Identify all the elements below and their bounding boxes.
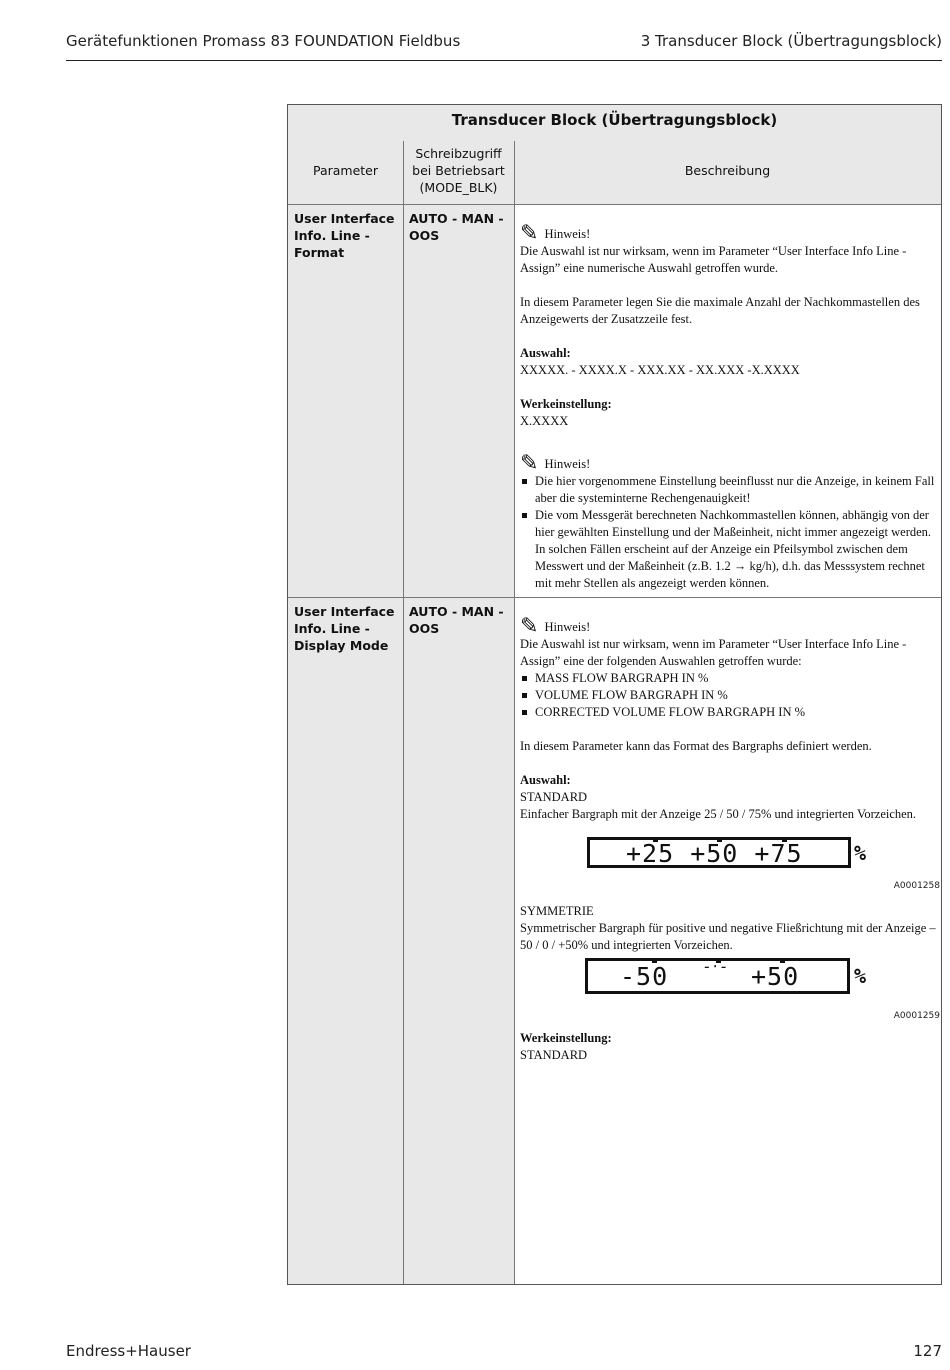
row2-description: ✎ Hinweis! Die Auswahl ist nur wirksam, wenn im Parameter “User Interface Info Line - Assign” eine der folgenden Auswahlen getroffen wurde: MASS FLOW BARGRAPH IN % VOLUME FLOW BARGRAPH IN % CORRECTED VOLUME FLOW BARGRAPH IN % In diesem Parameter kann das Format des Bargraphs definiert werden. Auswahl: STANDARD Einfacher Bargraph mit der Anzeige 25 / 50 / 75% und integrierten Vorzeichen. +25 +50 +75 % A0001258 SYMMETRIE Symmetrischer Bargraph für positive und negative Fließrichtung mit der Anzeige –50 / 0 / +50% und integrierten Vorzeichen. -50 -‧- +50 % A0001259 Werkeinstellung: STANDARD	[520, 613, 940, 1062]
row1-parameter: User Interface Info. Line - Format	[294, 211, 395, 260]
running-header-left: Gerätefunktionen Promass 83 FOUNDATION Fieldbus	[66, 32, 461, 50]
row1-description: ✎ Hinweis! Die Auswahl ist nur wirksam, wenn im Parameter “User Interface Info Line - Assign” eine numerische Auswahl getroffen wurde. In diesem Parameter legen Sie die maximale Anzahl der Nachkommastellen des Anzeigewerts der Zusatzzeile fest. Auswahl: XXXXX. - XXXX.X - XXX.XX - XX.XXX -X.XXXX Werkeinstellung: X.XXXX ✎ Hinweis! Die hier vorgenommene Einstellung beeinflusst nur die Anzeige, in keinem Fall aber die systeminterne Rechengenauigkeit! Die vom Messgerät berechneten Nachkommastellen können, abhängig von der hier gewählten Einstellung und der Maßeinheit, nicht immer angezeigt werden. In solchen Fällen erscheint auf der Anzeige ein Pfeilsymbol zwischen dem Messwert und der Maßeinheit (z.B. 1.2 → kg/h), d.h. das Messsystem rechnet mit mehr Stellen als angezeigt werden können.	[520, 223, 940, 592]
bargraph-symmetry-figure	[520, 954, 940, 1030]
running-header-right: 3 Transducer Block (Übertragungsblock)	[640, 32, 942, 50]
figure-id: A0001258	[893, 881, 940, 891]
col-header-parameter: Parameter	[312, 163, 379, 178]
header-rule	[66, 60, 942, 61]
column-divider	[403, 141, 404, 1284]
note-hint: ✎ Hinweis!	[520, 220, 591, 245]
figure-id: A0001259	[893, 1011, 940, 1021]
pencil-note-icon: ✎	[520, 613, 539, 638]
percent-symbol: %	[854, 964, 867, 988]
note-bullet-list: MASS FLOW BARGRAPH IN % VOLUME FLOW BARGRAPH IN % CORRECTED VOLUME FLOW BARGRAPH IN %	[520, 670, 940, 721]
row-divider	[288, 204, 941, 205]
pencil-note-icon: ✎	[520, 220, 539, 245]
note-bullet-list: Die hier vorgenommene Einstellung beeinflusst nur die Anzeige, in keinem Fall aber die systeminterne Rechengenauigkeit! Die vom Messgerät berechneten Nachkommastellen können, abhängig von der hier gewählten Einstellung und der Maßeinheit, nicht immer angezeigt werden. In solchen Fällen erscheint auf der Anzeige ein Pfeilsymbol zwischen dem Messwert und der Maßeinheit (z.B. 1.2 → kg/h), d.h. das Messsystem rechnet mit mehr Stellen als angezeigt werden können.	[520, 473, 940, 592]
col-header-access: Schreibzugriff bei Betriebsart (MODE_BLK)	[412, 146, 505, 195]
note-hint: ✎ Hinweis!	[520, 450, 591, 475]
transducer-block-table	[287, 104, 942, 1285]
pencil-note-icon: ✎	[520, 450, 539, 475]
table-title: Transducer Block (Übertragungsblock)	[451, 111, 778, 129]
lcd-bargraph-symmetry: -50 -‧- +50	[585, 958, 850, 994]
percent-symbol: %	[854, 841, 867, 865]
shaded-columns-bg	[288, 105, 514, 1284]
column-divider	[514, 141, 515, 1284]
note-hint: ✎ Hinweis!	[520, 613, 591, 638]
row2-access: AUTO - MAN - OOS	[409, 604, 504, 636]
bargraph-standard-figure	[520, 823, 940, 903]
footer-brand: Endress+Hauser	[66, 1342, 191, 1360]
row2-parameter: User Interface Info. Line - Display Mode	[294, 604, 395, 653]
lcd-bargraph-standard: +25 +50 +75	[587, 837, 851, 868]
col-header-description: Beschreibung	[684, 163, 771, 178]
row1-access: AUTO - MAN - OOS	[409, 211, 504, 243]
page-number: 127	[913, 1342, 942, 1360]
row-divider	[288, 597, 941, 598]
